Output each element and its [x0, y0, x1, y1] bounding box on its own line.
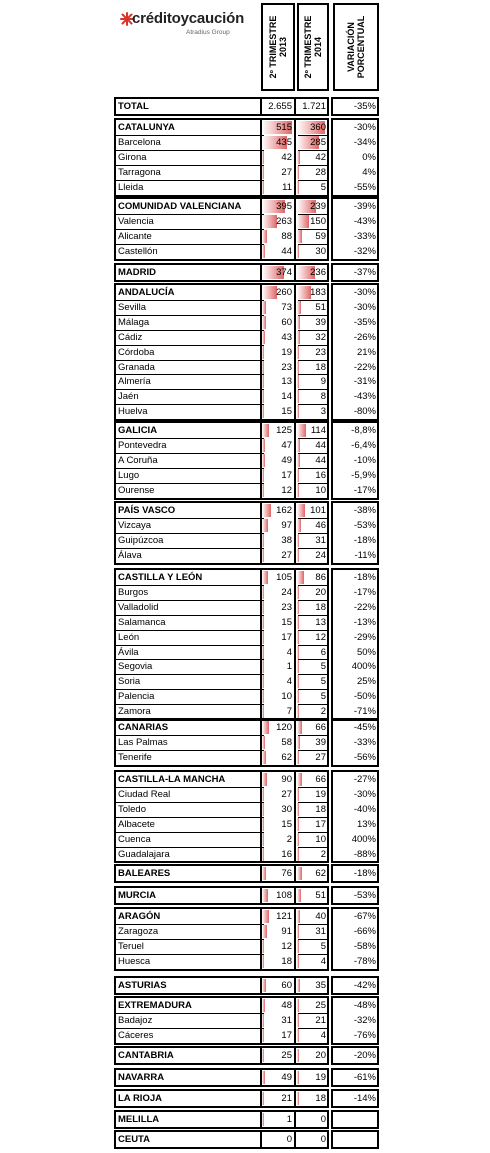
- value-2013: 12: [281, 941, 292, 952]
- value-2013: 24: [281, 587, 292, 598]
- province-name: Toledo: [118, 804, 146, 815]
- province-name: Álava: [118, 550, 142, 561]
- province-name: Lugo: [118, 470, 140, 481]
- value-2014: 32: [315, 332, 326, 343]
- region-name: BALEARES: [118, 868, 171, 879]
- value-2014: 2: [320, 706, 326, 717]
- value-2014: 101: [310, 505, 326, 516]
- value-2014: 5: [320, 676, 326, 687]
- province-name: Sevilla: [118, 302, 146, 313]
- column-header-2014-label: 2º TRIMESTRE 2014: [303, 15, 323, 79]
- value-2014: 46: [315, 520, 326, 531]
- province-name: Pontevedra: [118, 440, 167, 451]
- value-2013: 395: [276, 201, 292, 212]
- province-name: Huesca: [118, 956, 151, 967]
- variation-percent: -40%: [353, 804, 376, 815]
- province-name: Almería: [118, 376, 151, 387]
- province-name: Cuenca: [118, 834, 151, 845]
- variation-percent: -32%: [353, 1015, 376, 1026]
- value-2014: 23: [315, 347, 326, 358]
- value-2014: 18: [315, 602, 326, 613]
- province-name: Granada: [118, 362, 155, 373]
- province-name: Huelva: [118, 406, 148, 417]
- value-2013: 435: [276, 137, 292, 148]
- value-2014: 18: [315, 804, 326, 815]
- value-2014: 62: [315, 868, 326, 879]
- variation-percent: -35%: [353, 317, 376, 328]
- variation-percent: -53%: [353, 890, 376, 901]
- value-2014: 44: [315, 455, 326, 466]
- value-2013: 88: [281, 231, 292, 242]
- value-2013: 17: [281, 470, 292, 481]
- value-2013: 11: [282, 182, 292, 193]
- value-2013: 17: [281, 1030, 292, 1041]
- variation-percent: -61%: [353, 1072, 376, 1083]
- variation-percent: -48%: [353, 1000, 376, 1011]
- variation-percent: -6,4%: [351, 440, 376, 451]
- column-header-2013-label: 2º TRIMESTRE 2013: [268, 15, 288, 79]
- value-2013: 44: [281, 246, 292, 257]
- value-2013: 515: [276, 122, 292, 133]
- province-name: Córdoba: [118, 347, 155, 358]
- value-2013: 49: [281, 455, 292, 466]
- value-2014: 51: [315, 890, 326, 901]
- value-2014: 35: [315, 980, 326, 991]
- region-name: CASTILLA Y LEÓN: [118, 572, 203, 583]
- variation-percent: -30%: [353, 287, 376, 298]
- value-2013: 13: [281, 376, 292, 387]
- value-2014: 2: [320, 849, 326, 860]
- value-2013: 108: [276, 890, 292, 901]
- variation-percent: -33%: [353, 231, 376, 242]
- variation-percent: -58%: [353, 941, 376, 952]
- value-2013: 47: [281, 440, 292, 451]
- region-name: ASTURIAS: [118, 980, 167, 991]
- province-name: Soria: [118, 676, 141, 687]
- region-name: TOTAL: [118, 101, 149, 112]
- value-2013: 14: [281, 391, 292, 402]
- variation-percent: -43%: [353, 216, 376, 227]
- value-2014: 17: [315, 819, 326, 830]
- variation-percent: -38%: [353, 505, 376, 516]
- value-2014: 19: [315, 789, 326, 800]
- value-2013: 62: [281, 752, 292, 763]
- value-2014: 51: [315, 302, 326, 313]
- value-2013: 18: [281, 956, 292, 967]
- value-2013: 374: [276, 267, 292, 278]
- variation-percent: [334, 1133, 376, 1147]
- logo-subtitle: Atradius Group: [186, 29, 230, 36]
- value-2013: 49: [281, 1072, 292, 1083]
- value-2014: 42: [315, 152, 326, 163]
- variation-percent: [334, 1113, 376, 1127]
- value-2013: 105: [276, 572, 292, 583]
- variation-percent: -18%: [353, 535, 376, 546]
- variation-percent: -27%: [353, 774, 376, 785]
- region-name: MURCIA: [118, 890, 156, 901]
- value-2013: 15: [281, 406, 292, 417]
- value-2014: 24: [315, 550, 326, 561]
- variation-percent: -35%: [353, 101, 376, 112]
- variation-percent: 400%: [351, 834, 376, 845]
- value-2013: 27: [281, 550, 292, 561]
- province-name: Tarragona: [118, 167, 161, 178]
- value-2013: 91: [281, 926, 292, 937]
- variation-percent: -14%: [353, 1093, 376, 1104]
- region-name: COMUNIDAD VALENCIANA: [118, 201, 242, 212]
- value-2014: 239: [310, 201, 326, 212]
- region-name: CASTILLA-LA MANCHA: [118, 774, 226, 785]
- value-2013: 1: [286, 1114, 292, 1125]
- province-name: Guipúzcoa: [118, 535, 164, 546]
- value-2013: 42: [281, 152, 292, 163]
- value-2014: 25: [315, 1000, 326, 1011]
- credito-y-caucion-logo: [120, 10, 255, 44]
- value-2014: 10: [315, 485, 326, 496]
- value-2013: 4: [286, 676, 292, 687]
- variation-percent: -80%: [353, 406, 376, 417]
- value-2013: 76: [281, 868, 292, 879]
- value-2013: 23: [281, 362, 292, 373]
- province-name: Salamanca: [118, 617, 166, 628]
- value-2014: 31: [315, 926, 326, 937]
- region-name: CEUTA: [118, 1134, 151, 1145]
- variation-percent: -66%: [353, 926, 376, 937]
- value-2014: 12: [315, 632, 326, 643]
- value-2013: 125: [276, 425, 292, 436]
- value-2013: 38: [281, 535, 292, 546]
- province-name: León: [118, 632, 140, 643]
- value-2013: 90: [281, 774, 292, 785]
- region-name: NAVARRA: [118, 1072, 165, 1083]
- province-name: Burgos: [118, 587, 149, 598]
- column-header-variation-label: VARIACIÓN PORCENTUAL: [346, 15, 366, 79]
- province-name: Jaén: [118, 391, 139, 402]
- region-name: ARAGÓN: [118, 911, 161, 922]
- province-name: Vizcaya: [118, 520, 152, 531]
- value-2014: 18: [315, 362, 326, 373]
- variation-percent: -55%: [353, 182, 376, 193]
- value-2013: 58: [281, 737, 292, 748]
- value-2013: 30: [281, 804, 292, 815]
- value-2013: 10: [281, 691, 292, 702]
- value-2013: 7: [286, 706, 292, 717]
- value-2014: 3: [320, 406, 326, 417]
- value-2013: 97: [281, 520, 292, 531]
- value-2013: 0: [286, 1134, 292, 1145]
- province-name: Guadalajara: [118, 849, 170, 860]
- value-2014: 6: [320, 647, 326, 658]
- value-2014: 18: [315, 1093, 326, 1104]
- variation-percent: 0%: [362, 152, 376, 163]
- variation-percent: -56%: [353, 752, 376, 763]
- value-2014: 114: [310, 425, 326, 436]
- value-2014: 30: [315, 246, 326, 257]
- province-name: Lleida: [118, 182, 144, 193]
- value-2014: 59: [315, 231, 326, 242]
- value-2014: 285: [310, 137, 326, 148]
- value-2013: 60: [281, 317, 292, 328]
- variation-percent: -18%: [353, 868, 376, 879]
- variation-percent: -34%: [353, 137, 376, 148]
- value-2014: 236: [310, 267, 326, 278]
- variation-percent: -37%: [353, 267, 376, 278]
- region-name: LA RIOJA: [118, 1093, 162, 1104]
- value-2014: 5: [320, 941, 326, 952]
- province-name: Girona: [118, 152, 147, 163]
- variation-percent: -88%: [353, 849, 376, 860]
- value-2014: 4: [320, 956, 326, 967]
- region-name: CANARIAS: [118, 722, 169, 733]
- value-2014: 183: [310, 287, 326, 298]
- value-2014: 0: [320, 1114, 326, 1125]
- variation-percent: 25%: [356, 676, 376, 687]
- variation-percent: -76%: [353, 1030, 376, 1041]
- value-2013: 27: [281, 789, 292, 800]
- province-name: Ourense: [118, 485, 155, 496]
- value-2013: 60: [281, 980, 292, 991]
- value-2013: 260: [276, 287, 292, 298]
- value-2013: 120: [276, 722, 292, 733]
- value-2014: 21: [315, 1015, 326, 1026]
- province-name: Barcelona: [118, 137, 161, 148]
- variation-percent: -11%: [354, 550, 376, 561]
- province-name: Valladolid: [118, 602, 159, 613]
- variation-percent: -31%: [353, 376, 376, 387]
- province-name: Ávila: [118, 647, 139, 658]
- value-2014: 150: [310, 216, 326, 227]
- value-2013: 48: [281, 1000, 292, 1011]
- variation-percent: -17%: [353, 587, 376, 598]
- variation-percent: -30%: [353, 122, 376, 133]
- value-2014: 20: [315, 1050, 326, 1061]
- variation-percent: -30%: [353, 789, 376, 800]
- value-2014: 4: [320, 1030, 326, 1041]
- value-2013: 2.655: [268, 101, 292, 112]
- variation-percent: 21%: [356, 347, 376, 358]
- value-2014: 44: [315, 440, 326, 451]
- province-name: Ciudad Real: [118, 789, 171, 800]
- variation-percent: -13%: [353, 617, 376, 628]
- value-2013: 121: [276, 911, 292, 922]
- province-name: Zaragoza: [118, 926, 159, 937]
- value-2014: 39: [315, 737, 326, 748]
- value-2014: 66: [315, 774, 326, 785]
- value-2014: 66: [315, 722, 326, 733]
- variation-percent: -8,8%: [351, 425, 376, 436]
- value-2013: 25: [281, 1050, 292, 1061]
- value-2014: 40: [315, 911, 326, 922]
- value-2013: 31: [281, 1015, 292, 1026]
- value-2013: 16: [281, 849, 292, 860]
- variation-percent: -33%: [353, 737, 376, 748]
- province-name: Badajoz: [118, 1015, 153, 1026]
- variation-percent: 4%: [362, 167, 376, 178]
- value-2013: 2: [286, 834, 292, 845]
- column-header-variation: [333, 3, 379, 91]
- variation-percent: -5,9%: [351, 470, 376, 481]
- value-2013: 17: [281, 632, 292, 643]
- variation-percent: -22%: [353, 362, 376, 373]
- value-2013: 73: [281, 302, 292, 313]
- province-name: Valencia: [118, 216, 154, 227]
- variation-percent: 400%: [351, 661, 376, 672]
- region-name: PAÍS VASCO: [118, 505, 176, 516]
- province-name: Zamora: [118, 706, 151, 717]
- province-name: Castellón: [118, 246, 158, 257]
- column-header-2013: [261, 3, 295, 91]
- variation-percent: -53%: [353, 520, 376, 531]
- value-2014: 31: [315, 535, 326, 546]
- province-name: Tenerife: [118, 752, 152, 763]
- province-name: Alicante: [118, 231, 152, 242]
- variation-percent: 13%: [356, 819, 376, 830]
- value-2013: 4: [286, 647, 292, 658]
- column-header-2014: [297, 3, 329, 91]
- value-2014: 8: [320, 391, 326, 402]
- value-2014: 10: [315, 834, 326, 845]
- province-name: Segovia: [118, 661, 153, 672]
- value-2014: 13: [315, 617, 326, 628]
- value-2014: 0: [320, 1134, 326, 1145]
- value-2013: 1: [286, 661, 292, 672]
- variation-percent: -20%: [353, 1050, 376, 1061]
- region-name: GALICIA: [118, 425, 158, 436]
- province-name: Cáceres: [118, 1030, 154, 1041]
- variation-percent: -32%: [353, 246, 376, 257]
- province-name: A Coruña: [118, 455, 158, 466]
- region-name: MELILLA: [118, 1114, 160, 1125]
- region-name: CANTABRIA: [118, 1050, 174, 1061]
- province-name: Teruel: [118, 941, 144, 952]
- province-name: Málaga: [118, 317, 150, 328]
- variation-percent: -17%: [353, 485, 376, 496]
- value-2013: 43: [281, 332, 292, 343]
- value-2014: 39: [315, 317, 326, 328]
- region-name: EXTREMADURA: [118, 1000, 192, 1011]
- value-2013: 21: [281, 1093, 292, 1104]
- region-name: MADRID: [118, 267, 156, 278]
- value-2014: 5: [320, 691, 326, 702]
- variation-percent: -10%: [353, 455, 376, 466]
- logo-brand-text: créditoycaución: [132, 10, 245, 27]
- value-2013: 19: [281, 347, 292, 358]
- value-2013: 27: [281, 167, 292, 178]
- value-2014: 16: [315, 470, 326, 481]
- value-2013: 15: [281, 617, 292, 628]
- value-2014: 20: [315, 587, 326, 598]
- variation-percent: -50%: [353, 691, 376, 702]
- value-2013: 263: [276, 216, 292, 227]
- region-name: ANDALUCÍA: [118, 287, 175, 298]
- variation-percent: -22%: [353, 602, 376, 613]
- value-2014: 19: [315, 1072, 326, 1083]
- value-2014: 27: [315, 752, 326, 763]
- value-2013: 12: [281, 485, 292, 496]
- province-name: Cádiz: [118, 332, 143, 343]
- variation-percent: -45%: [353, 722, 376, 733]
- variation-percent: -39%: [353, 201, 376, 212]
- value-2014: 5: [320, 661, 326, 672]
- value-2014: 9: [320, 376, 326, 387]
- variation-percent: -43%: [353, 391, 376, 402]
- value-2014: 28: [315, 167, 326, 178]
- variation-percent: -30%: [353, 302, 376, 313]
- variation-percent: -78%: [353, 956, 376, 967]
- value-2014: 5: [320, 182, 326, 193]
- value-2014: 1.721: [302, 101, 326, 112]
- region-name: CATALUNYA: [118, 122, 175, 133]
- variation-percent: -18%: [353, 572, 376, 583]
- province-name: Palencia: [118, 691, 155, 702]
- variation-percent: 50%: [356, 647, 376, 658]
- variation-percent: -42%: [353, 980, 376, 991]
- value-2013: 162: [276, 505, 292, 516]
- value-2014: 360: [310, 122, 326, 133]
- value-2014: 86: [315, 572, 326, 583]
- value-2013: 15: [281, 819, 292, 830]
- variation-percent: -67%: [353, 911, 376, 922]
- province-name: Las Palmas: [118, 737, 168, 748]
- variation-percent: -71%: [353, 706, 376, 717]
- value-2013: 23: [281, 602, 292, 613]
- variation-percent: -29%: [353, 632, 376, 643]
- variation-percent: -26%: [353, 332, 376, 343]
- province-name: Albacete: [118, 819, 155, 830]
